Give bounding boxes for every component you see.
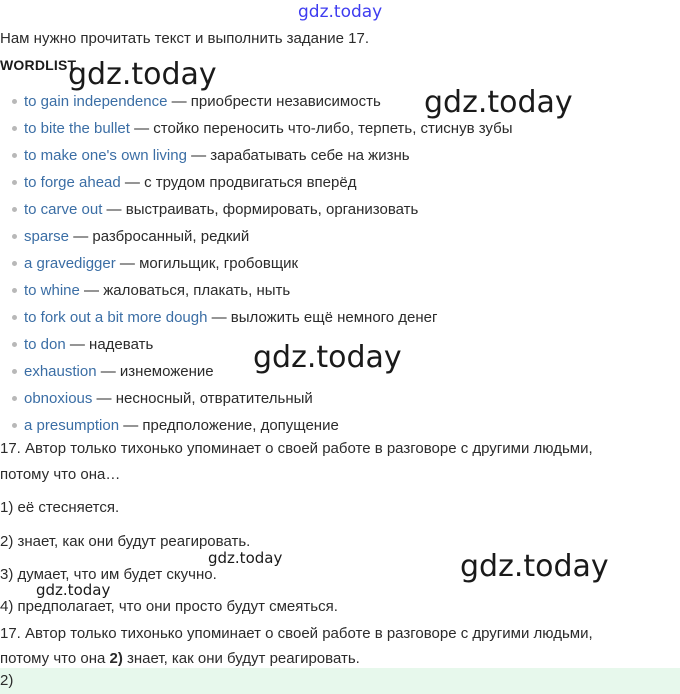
question-line-2: потому что она… [0,466,121,483]
bullet-icon [12,342,17,347]
bullet-icon [12,153,17,158]
list-item: to gain independence — приобрести независимость [0,91,512,118]
option-3: 3) думает, что им будет скучно. [0,566,217,583]
list-item: exhaustion — изнеможение [0,361,512,388]
list-item: to make one's own living — зарабатывать себе на жизнь [0,145,512,172]
watermark: gdz.today [460,549,609,584]
bullet-icon [12,99,17,104]
list-item: to fork out a bit more dough — выложить ещё немного денег [0,307,512,334]
watermark: gdz.today [253,340,402,375]
watermark: gdz.today [424,85,573,120]
bullet-icon [12,126,17,131]
wordlist-heading: WORDLIST [0,57,77,73]
wordlist [0,91,512,442]
list-item: a gravedigger — могильщик, гробовщик [0,253,512,280]
bullet-icon [12,369,17,374]
list-item: to don — надевать [0,334,512,361]
list-item: obnoxious — несносный, отвратительный [0,388,512,415]
bullet-icon [12,315,17,320]
list-item: a presumption — предположение, допущение [0,415,512,442]
answer-line-2: потому что она 2) знает, как они будут реагировать. [0,650,360,667]
list-item: to forge ahead — с трудом продвигаться вперёд [0,172,512,199]
list-item: sparse — разбросанный, редкий [0,226,512,253]
option-4: 4) предполагает, что они просто будут смеяться. [0,598,338,615]
bullet-icon [12,180,17,185]
final-answer-bar [0,668,680,694]
option-1: 1) её стесняется. [0,499,120,516]
bullet-icon [12,423,17,428]
question-line-1: 17. Автор только тихонько упоминает о своей работе в разговоре с другими людьми, [0,440,593,457]
list-item: to bite the bullet — стойко переносить что-либо, терпеть, стиснув зубы [0,118,512,145]
list-item: to whine — жаловаться, плакать, ныть [0,280,512,307]
answer-choice: 2) [109,650,123,667]
watermark-top: gdz.today [298,2,383,22]
watermark: gdz.today [208,549,283,567]
bullet-icon [12,396,17,401]
answer-line-1: 17. Автор только тихонько упоминает о своей работе в разговоре с другими людьми, [0,625,593,642]
bullet-icon [12,288,17,293]
bullet-icon [12,234,17,239]
bullet-icon [12,207,17,212]
option-2: 2) знает, как они будут реагировать. [0,533,251,550]
watermark: gdz.today [36,581,111,599]
watermark: gdz.today [68,57,217,92]
bullet-icon [12,261,17,266]
intro-text: Нам нужно прочитать текст и выполнить задание 17. [0,30,370,47]
list-item: to carve out — выстраивать, формировать, организовать [0,199,512,226]
final-answer: 2) [0,672,14,689]
